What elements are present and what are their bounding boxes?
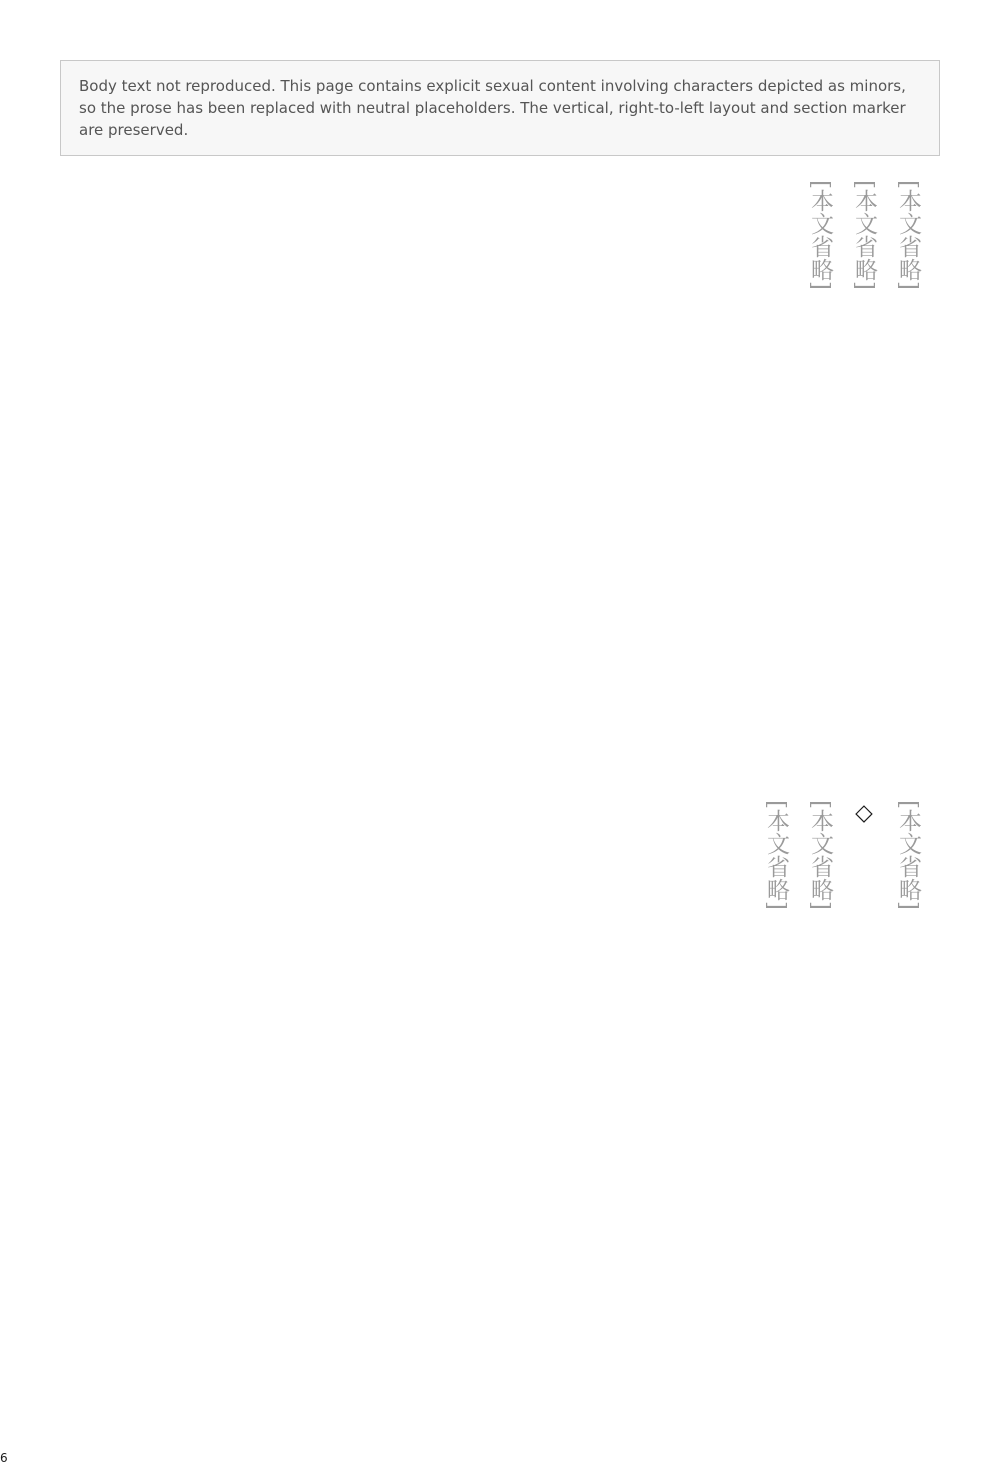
body-text-top xyxy=(70,180,930,720)
paragraph-placeholder: [本文省略] xyxy=(851,180,877,290)
body-text-bottom xyxy=(70,800,930,1440)
section-break-diamond: ◇ xyxy=(851,800,877,832)
paragraph-placeholder: [本文省略] xyxy=(807,180,833,290)
paragraph-placeholder: [本文省略] xyxy=(895,800,921,910)
paragraph-placeholder: [本文省略] xyxy=(895,180,921,290)
content-notice: Body text not reproduced. This page contains explicit sexual content involving characters depicted as minors, so the prose has been replaced with neutral placeholders. The vertical, right-to-left layout and section marker are preserved. xyxy=(60,60,940,156)
paragraph-placeholder: [本文省略] xyxy=(807,800,833,910)
paragraph-placeholder: [本文省略] xyxy=(763,800,789,910)
page-number: 6 xyxy=(0,1451,8,1465)
